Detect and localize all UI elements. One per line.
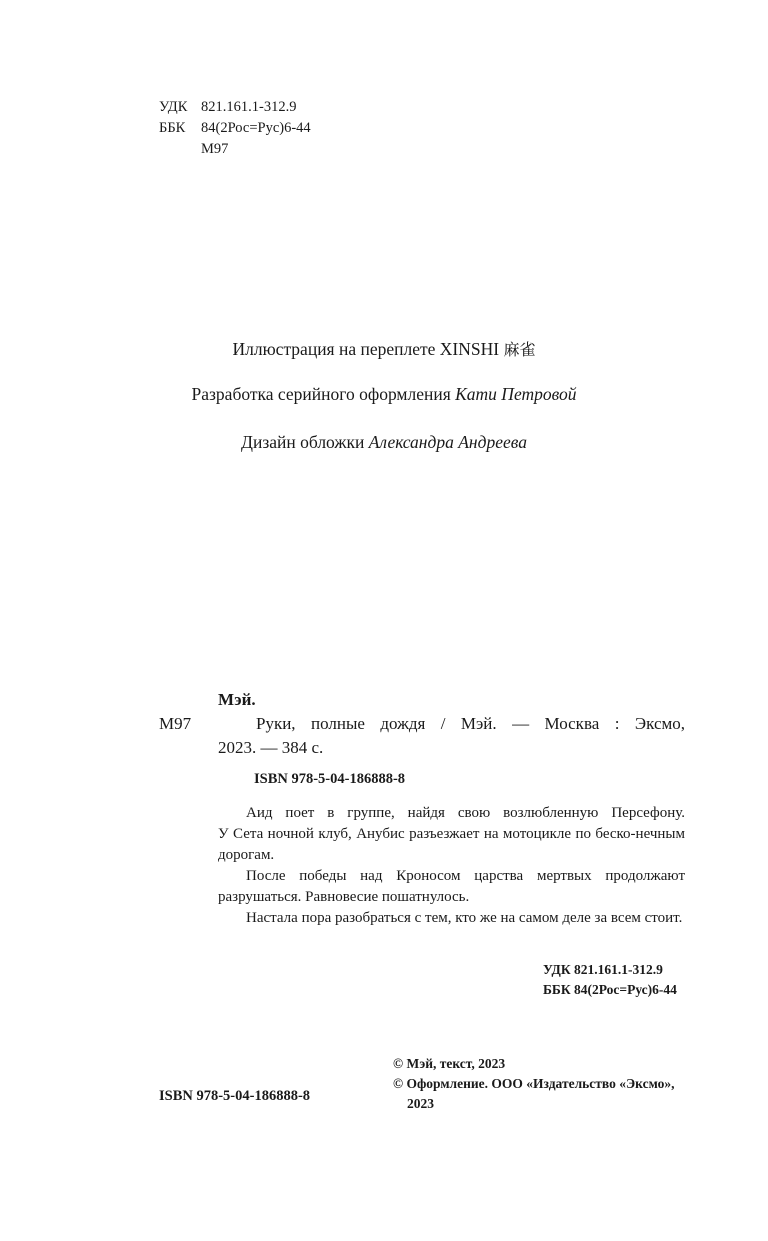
biblio-title-line1-text: Руки, полные дождя / Мэй. — Москва : Эксмо, xyxy=(256,714,685,733)
copyright-design-line2: 2023 xyxy=(407,1096,434,1111)
biblio-isbn: ISBN 978-5-04-186888-8 xyxy=(254,771,406,787)
cover-text: Дизайн обложки xyxy=(241,432,365,452)
biblio-author-mark: М97 xyxy=(159,714,192,733)
footer-isbn: ISBN 978-5-04-186888-8 xyxy=(159,1088,311,1104)
annotation-p1-line1: Аид поет в группе, найдя свою возлюбленную Персефону. xyxy=(246,805,685,821)
bottom-codes xyxy=(543,960,677,1000)
bottom-udk: УДК 821.161.1-312.9 xyxy=(543,962,663,977)
copyright-text: © Мэй, текст, 2023 xyxy=(393,1056,506,1071)
annotation-p3: Настала пора разобраться с тем, кто же на самом деле за всем стоит. xyxy=(246,910,683,926)
bottom-bbk: ББК 84(2Рос=Рус)6-44 xyxy=(543,982,677,997)
biblio-title-line1 xyxy=(218,714,685,734)
annotation-p1-rest: У Сета ночной клуб, Анубис разъезжает на мотоцикле по беско-нечным дорогам. xyxy=(218,826,685,863)
illustration-credit xyxy=(0,337,768,360)
udk-value: 821.161.1-312.9 xyxy=(201,99,297,115)
bbk-label: ББК xyxy=(159,120,186,136)
cover-designer-name: Александра Андреева xyxy=(368,432,527,452)
biblio-title-line2: 2023. — 384 с. xyxy=(218,738,324,757)
udk-row xyxy=(159,97,311,118)
biblio-author: Мэй. xyxy=(218,690,256,709)
bbk-row xyxy=(159,118,311,139)
series-design-credit xyxy=(0,384,768,405)
series-text: Разработка серийного оформления xyxy=(191,384,451,404)
annotation xyxy=(218,803,685,929)
top-codes xyxy=(159,97,311,160)
series-designer-name: Кати Петровой xyxy=(455,384,577,404)
illustration-artist-cjk: 麻雀 xyxy=(503,340,536,359)
annotation-p2: После победы над Кроносом царства мертвых продолжают разрушаться. Равновесие пошатнулось. xyxy=(218,868,685,905)
udk-label: УДК xyxy=(159,99,188,115)
copyright-block xyxy=(393,1054,674,1114)
copyright-design-line1: © Оформление. ООО «Издательство «Эксмо», xyxy=(393,1076,675,1091)
author-mark-row xyxy=(159,139,311,160)
cover-design-credit xyxy=(0,432,768,453)
author-mark: М97 xyxy=(201,141,229,157)
bbk-value: 84(2Рос=Рус)6-44 xyxy=(201,120,311,136)
illustration-text: Иллюстрация на переплете XINSHI xyxy=(232,339,500,359)
